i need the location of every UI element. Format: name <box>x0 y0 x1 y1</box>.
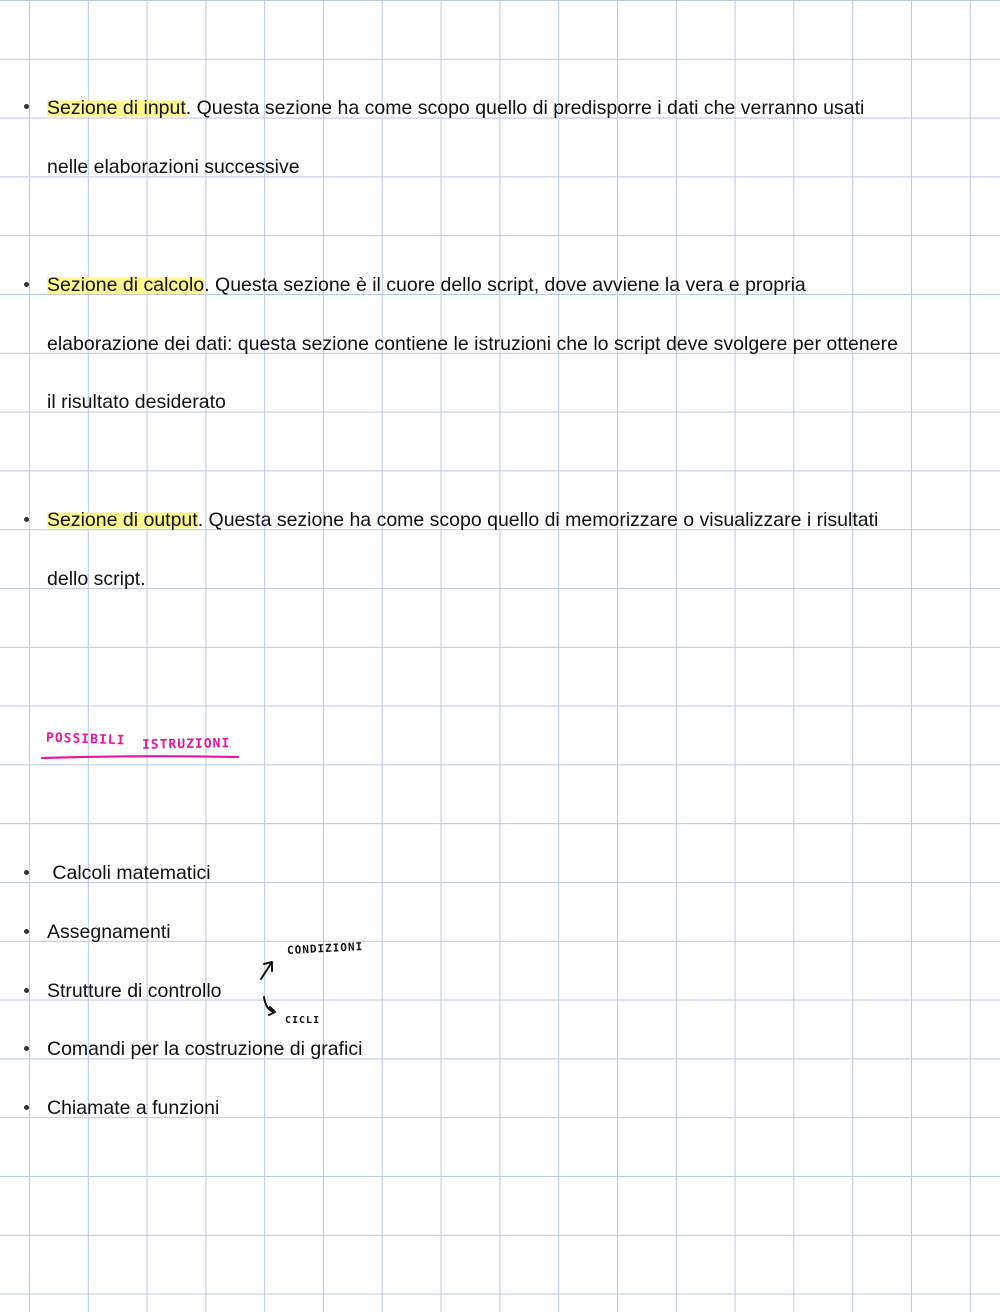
section-output-text: . Questa sezione ha come scopo quello di memorizzare o visualizzare i risultati <box>197 509 879 531</box>
section-input-line2: nelle elaborazioni successive <box>47 156 300 178</box>
highlight-section-input: Sezione di input <box>47 97 186 119</box>
list-item: Strutture di controllo <box>47 980 222 1002</box>
highlight-section-calc: Sezione di calcolo <box>47 274 205 296</box>
handwritten-note-conditions: CONDIZIONI <box>286 940 364 957</box>
section-calc-line2: elaborazione dei dati: questa sezione contiene le istruzioni che lo script deve svolgere per ottenere <box>47 333 898 355</box>
bullet <box>24 988 29 993</box>
handwritten-heading-word1: POSSIBILI <box>45 730 126 749</box>
bullet <box>24 1105 29 1110</box>
bullet <box>24 1046 29 1051</box>
section-output-line2: dello script. <box>47 568 146 590</box>
list-item: Assegnamenti <box>47 921 171 943</box>
handwritten-heading-word2: ISTRUZIONI <box>141 736 231 753</box>
section-calc-text: . Questa sezione è il cuore dello script, dove avviene la vera e propria <box>204 274 806 296</box>
bullet <box>24 929 29 934</box>
heading-underline <box>42 756 238 758</box>
handwritten-note-loops: CICLI <box>285 1015 321 1026</box>
section-calc-line3: il risultato desiderato <box>47 391 226 413</box>
list-item: Chiamate a funzioni <box>47 1097 220 1119</box>
bullet <box>24 870 29 875</box>
section-input-text: . Questa sezione ha come scopo quello di predisporre i dati che verranno usati <box>185 97 865 119</box>
arrow-up-icon <box>261 962 272 979</box>
list-item: Calcoli matematici <box>47 862 211 884</box>
arrow-down-curved-icon <box>264 997 275 1015</box>
highlight-section-output: Sezione di output <box>47 509 198 531</box>
list-item: Comandi per la costruzione di grafici <box>47 1038 363 1060</box>
